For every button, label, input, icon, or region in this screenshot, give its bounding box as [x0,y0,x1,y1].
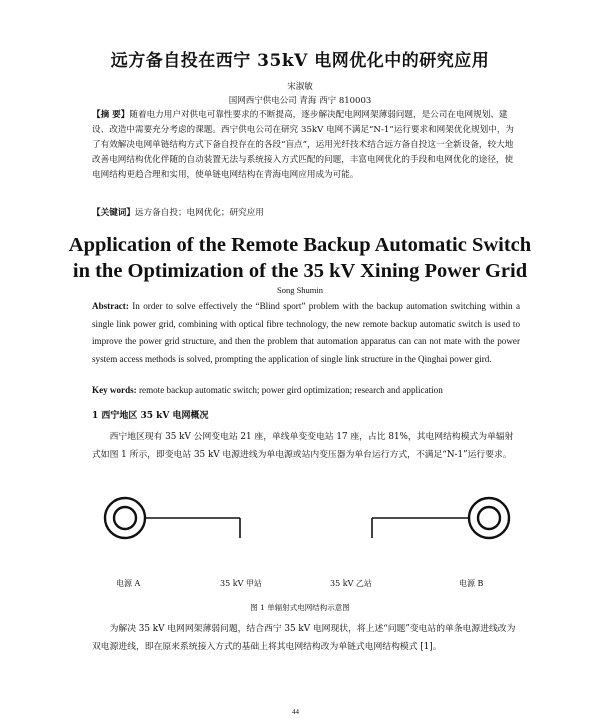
figure-1-diagram [92,492,522,592]
chinese-abstract [92,108,520,183]
english-title-line-2: in the Optimization of the 35 kV Xining Power Grid [72,260,528,282]
section-1-paragraph-1: 西宁地区现有 35 kV 公网变电站 21 座，单线单变变电站 17 座，占比 81%，其电网结构模式为单辐射式如图 1 所示，即变电站 35 kV 电源进线为单电源或站内变压器为单台运行方式，不满足“N-1”运行要求。 [92,432,514,460]
english-abstract-label: Abstract: [92,301,129,311]
figure-label-station-yi: 35 kV 乙站 [330,579,372,588]
english-title-line-1: Application of the Remote Backup Automatic Switch [68,234,532,256]
figure-1-caption: 图 1 单辐射式电网结构示意图 [250,603,350,612]
chinese-title: 远方备自投在西宁 35kV 电网优化中的研究应用 [110,51,490,71]
english-keywords-label: Key words: [92,385,137,395]
chinese-abstract-text: 随着电力用户对供电可靠性要求的不断提高，逐步解决配电网网架薄弱问题，是公司在电网规划、建设、改造中需要充分考虑的课题。西宁供电公司在研究 35kV 电网不满足“N-1”运行要求和网架优化规划中，为了有效解决电网单链结构方式下备自投存在的各段“盲点”，运用光纤技术结合远方备自投这一全新设备，较大地改善电网结构优化伴随的自动装置无法与系统接入方式匹配的问题，丰富电网优化的手段和电网优化的途径，使电网结构更趋合理和实用，使单链电网结构在青海电网应用成为可能。 [92,110,515,180]
english-title [0,232,600,284]
english-keywords [92,385,532,395]
section-1-paragraph-2: 为解决 35 kV 电网网架薄弱问题，结合西宁 35 kV 电网现状，将上述“问题”变电站的单条电源进线改为双电源进线，即在原来系统接入方式的基础上将其电网结构改为单链式电网结构模式 [1]。 [92,624,516,652]
english-abstract [92,298,520,368]
english-author: Song Shumin [276,285,324,295]
chinese-author: 宋淑敏 [287,82,313,92]
english-abstract-text: In order to solve effectively the “Blind sport” problem with the backup automation switching within a single link power grid, combining with optical fibre technology, the new remote backup automatic switch is used to improve the power grid structure, and then the problem that automation apparatus can can not mate with the power system access methods is solved, prompting the application of single link structure in the Qinghai power gird. [92,301,520,364]
chinese-keywords-text: 远方备自投；电网优化；研究应用 [134,208,264,218]
page-number: 44 [292,708,299,716]
chinese-keywords [92,206,522,218]
chinese-affiliation: 国网西宁供电公司 青海 西宁 810003 [228,96,372,106]
chinese-keywords-label: 【关键词】 [92,208,135,218]
power-source-b-symbol [469,498,509,538]
figure-label-source-a: 电源 A [116,579,141,588]
section-1-heading: 1 西宁地区 35 kV 电网概况 [92,411,209,421]
english-keywords-text: remote backup automatic switch; power gird optimization; research and application [139,385,443,395]
figure-label-source-b: 电源 B [459,579,484,588]
power-source-a-symbol [105,498,145,538]
figure-label-station-jia: 35 kV 甲站 [220,579,262,588]
chinese-abstract-label: 【摘 要】 [92,110,130,120]
